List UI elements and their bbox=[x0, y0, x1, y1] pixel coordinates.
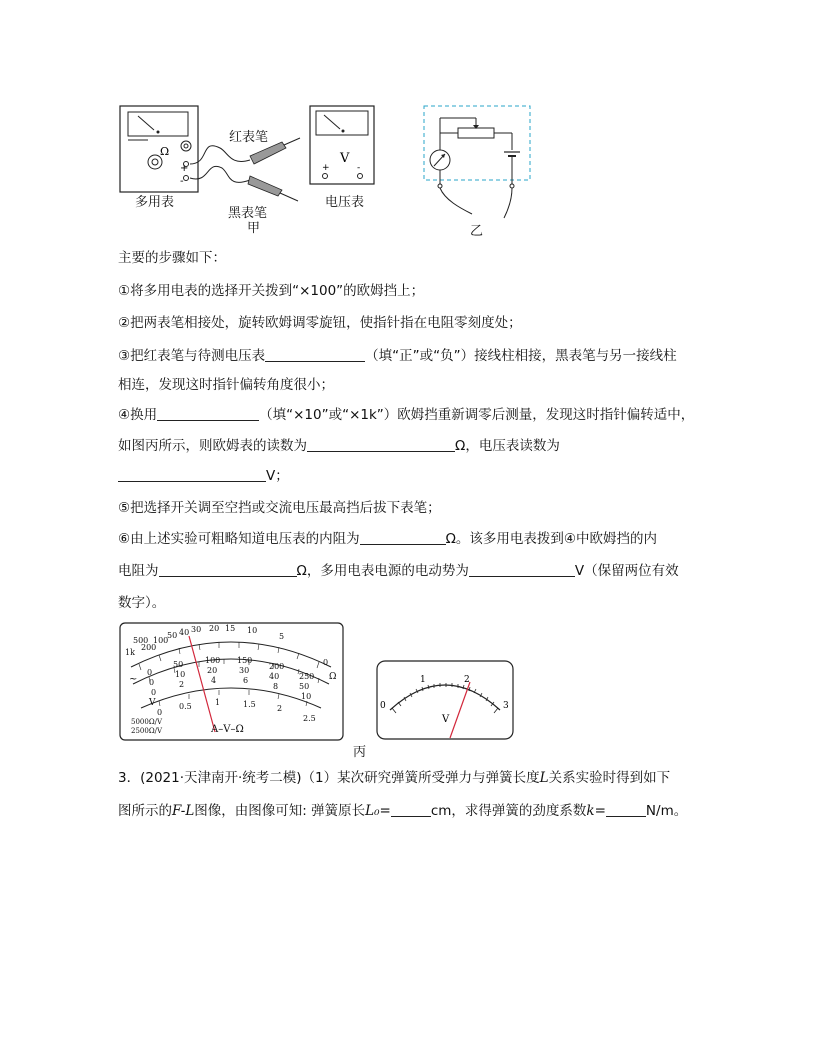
voltmeter-label: 电压表 bbox=[325, 195, 365, 210]
mid-scale-250: 250 bbox=[299, 672, 315, 681]
voltmeter-plus: + bbox=[322, 163, 330, 173]
multimeter-label: 多用表 bbox=[135, 195, 175, 210]
note-5000: 5000Ω/V bbox=[131, 718, 163, 726]
low-scale-1.5: 1.5 bbox=[243, 700, 256, 709]
voltmeter-diagram bbox=[310, 106, 374, 184]
bing-scale-labels bbox=[119, 622, 345, 742]
ohm-scale-15: 15 bbox=[225, 624, 236, 633]
black-probe bbox=[248, 176, 298, 201]
voltmeter-tick-2: 2 bbox=[464, 675, 470, 685]
mid-scale-0: 0 bbox=[147, 668, 153, 677]
question-3-cont: 图所示的F-L图像，由图像可知: 弹簧原长L₀= cm，求得弹簧的劲度系数k= N/m。 bbox=[118, 803, 688, 819]
voltmeter-minus: - bbox=[357, 163, 361, 173]
minus-sign: - bbox=[180, 176, 184, 187]
av-label: A–V–Ω bbox=[211, 724, 244, 735]
answer-blank-emf[interactable] bbox=[469, 562, 575, 577]
figure-yi-label: 乙 bbox=[470, 224, 484, 239]
answer-blank-terminal[interactable] bbox=[265, 347, 365, 362]
steps-intro: 主要的步骤如下： bbox=[118, 250, 226, 266]
answer-blank-natural-length[interactable] bbox=[391, 802, 431, 817]
step-4: ④换用 （填“×10”或“×1k”）欧姆挡重新调零后测量，发现这时指针偏转适中， bbox=[118, 407, 695, 423]
step-4-cont: 如图丙所示，则欧姆表的读数为 Ω，电压表读数为 bbox=[118, 438, 560, 454]
step-6: ⑥由上述实验可粗略知道电压表的内阻为 Ω。该多用电表拨到④中欧姆挡的内 bbox=[118, 531, 658, 547]
tilde-mark: ~ bbox=[129, 674, 138, 685]
figure-bing-voltmeter-dial bbox=[376, 660, 516, 742]
note-2500: 2500Ω/V bbox=[131, 727, 163, 735]
mid2-scale-40: 40 bbox=[269, 672, 280, 681]
step-5: ⑤把选择开关调至空挡或交流电压最高挡后拔下表笔； bbox=[118, 500, 441, 516]
mid3-scale-10: 10 bbox=[301, 692, 312, 701]
answer-blank-volt-reading[interactable] bbox=[118, 467, 266, 482]
figure-bing-label: 丙 bbox=[353, 745, 367, 760]
voltmeter-tick-1: 1 bbox=[420, 675, 426, 685]
mid3-scale-6: 6 bbox=[243, 676, 249, 685]
low-scale-0.5: 0.5 bbox=[179, 702, 192, 711]
answer-blank-ohm-reading[interactable] bbox=[307, 437, 455, 452]
mid2-scale-20: 20 bbox=[207, 666, 218, 675]
step-3: ③把红表笔与待测电压表 （填“正”或“负”）接线柱相接，黑表笔与另一接线柱 bbox=[118, 348, 677, 364]
low-scale-2: 2 bbox=[277, 704, 283, 713]
voltmeter-tick-0: 0 bbox=[380, 701, 386, 711]
mid3-scale-2: 2 bbox=[179, 680, 185, 689]
question-3: 3．(2021·天津南开·统考二模)（1）某次研究弹簧所受弹力与弹簧长度L关系实验时得到如下 bbox=[118, 770, 671, 786]
ohm-scale-500: 500 bbox=[133, 636, 149, 645]
ohm-scale-50: 50 bbox=[167, 631, 178, 640]
v-mark: V bbox=[149, 698, 156, 708]
ohm-scale-0: 0 bbox=[323, 658, 329, 667]
mid-scale-200: 200 bbox=[269, 662, 285, 671]
mid2-scale-0: 0 bbox=[149, 678, 155, 687]
ohm-mark: Ω bbox=[329, 672, 337, 682]
ohm-scale-200: 200 bbox=[141, 643, 157, 652]
ohm-scale-40: 40 bbox=[179, 628, 190, 637]
mid3-scale-0: 0 bbox=[151, 688, 157, 697]
answer-blank-range[interactable] bbox=[157, 406, 259, 421]
mid2-scale-30: 30 bbox=[239, 666, 250, 675]
step-4-cont2: V； bbox=[118, 466, 289, 486]
step-2: ②把两表笔相接处，旋转欧姆调零旋钮，使指针指在电阻零刻度处； bbox=[118, 315, 522, 331]
black-probe-label: 黑表笔 bbox=[228, 206, 268, 221]
plus-sign: + bbox=[180, 163, 189, 174]
red-probe-label: 红表笔 bbox=[229, 130, 269, 145]
answer-blank-spring-constant[interactable] bbox=[606, 802, 646, 817]
step-6-cont2: 数字）。 bbox=[118, 595, 166, 611]
low-scale-2.5: 2.5 bbox=[303, 714, 316, 723]
answer-blank-internal-resistance[interactable] bbox=[360, 530, 446, 545]
answer-blank-meter-resistance[interactable] bbox=[159, 562, 297, 577]
voltmeter-tick-3: 3 bbox=[503, 701, 509, 711]
mid3-scale-8: 8 bbox=[273, 682, 279, 691]
mid-scale-150: 150 bbox=[237, 656, 253, 665]
ohm-symbol: Ω bbox=[160, 145, 170, 158]
multimeter-diagram bbox=[120, 106, 198, 192]
ohm-scale-20: 20 bbox=[209, 624, 220, 633]
step-1: ①将多用电表的选择开关拨到“×100”的欧姆挡上； bbox=[118, 283, 425, 299]
step-6-cont: 电阻为 Ω，多用电表电源的电动势为 V（保留两位有效 bbox=[118, 563, 679, 579]
figure-yi bbox=[420, 100, 540, 220]
step-3-cont: 相连，发现这时指针偏转角度很小； bbox=[118, 377, 334, 393]
mid-scale-50: 50 bbox=[173, 660, 184, 669]
ohm-scale-1k: 1k bbox=[125, 648, 135, 657]
ohm-scale-30: 30 bbox=[191, 625, 202, 634]
voltmeter-symbol: V bbox=[340, 151, 350, 166]
figure-jia-label: 甲 bbox=[247, 221, 261, 236]
voltmeter-unit: V bbox=[442, 714, 450, 725]
ohm-scale-5: 5 bbox=[279, 632, 285, 641]
mid3-scale-4: 4 bbox=[211, 676, 217, 685]
mid-scale-100: 100 bbox=[205, 656, 221, 665]
ohm-scale-100: 100 bbox=[153, 636, 169, 645]
mid2-scale-10: 10 bbox=[175, 670, 186, 679]
mid2-scale-50: 50 bbox=[299, 682, 310, 691]
low-scale-1: 1 bbox=[215, 698, 221, 707]
ohm-scale-10: 10 bbox=[247, 626, 258, 635]
low-scale-0: 0 bbox=[157, 708, 163, 717]
